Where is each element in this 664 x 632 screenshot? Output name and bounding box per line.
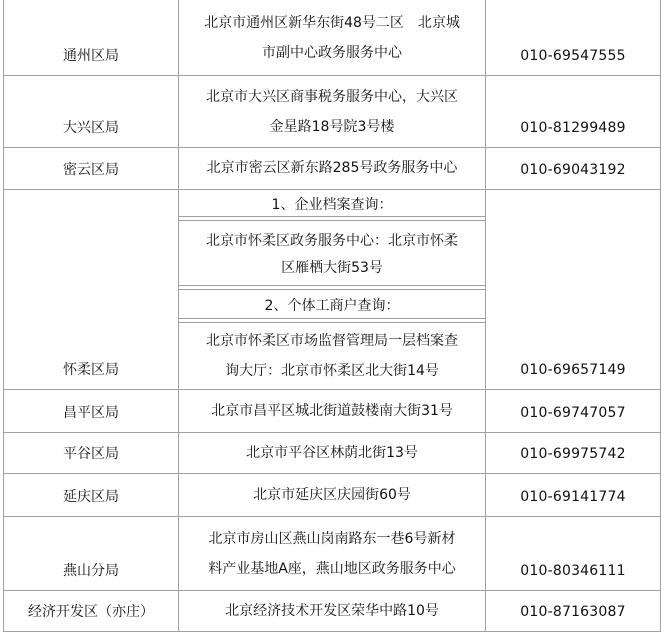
table-row	[4, 76, 660, 148]
district-cell: 大兴区局	[4, 76, 179, 148]
phone-cell: 010-87163087	[486, 591, 660, 632]
address-line: 料产业基地A座，燕山地区政务服务中心	[208, 560, 456, 577]
phone-cell: 010-69141774	[486, 474, 660, 517]
table-row	[4, 591, 660, 632]
address-line: 北京市怀柔区政务服务中心：北京市怀柔	[206, 233, 458, 249]
address-subcell	[179, 190, 486, 221]
phone-cell: 010-69043192	[486, 148, 660, 190]
address-line: 区雁栖大街53号	[281, 260, 383, 276]
address-cell	[179, 390, 486, 433]
address-cell	[179, 148, 486, 190]
address-line: 北京市昌平区城北街道鼓楼南大街31号	[211, 402, 453, 419]
phone-cell: 010-69747057	[486, 390, 660, 433]
address-cell	[179, 517, 486, 591]
district-cell: 昌平区局	[4, 390, 179, 433]
table-row	[4, 433, 660, 474]
address-line: 北京市延庆区庆园街60号	[253, 486, 411, 503]
phone-cell: 010-69975742	[486, 433, 660, 474]
address-line: 1、企业档案查询：	[271, 196, 393, 213]
address-line: 北京经济技术开发区荣华中路10号	[225, 602, 439, 619]
table-row	[4, 0, 660, 76]
address-cell	[179, 0, 486, 76]
address-cell	[179, 433, 486, 474]
district-cell: 通州区局	[4, 0, 179, 76]
district-cell: 密云区局	[4, 148, 179, 190]
district-cell: 经济开发区（亦庄）	[4, 591, 179, 632]
address-line: 市副中心政务服务中心	[262, 44, 402, 61]
address-subcell	[179, 221, 486, 290]
table-row	[4, 474, 660, 517]
district-cell: 燕山分局	[4, 517, 179, 591]
address-cell	[179, 76, 486, 148]
table-row	[4, 148, 660, 190]
address-cell	[179, 474, 486, 517]
address-line: 2、个体工商户查询：	[264, 297, 400, 314]
address-subcell	[179, 323, 486, 390]
address-line: 北京市房山区燕山岗南路东一巷6号新材	[208, 530, 456, 547]
table-row	[4, 390, 660, 433]
district-cell: 怀柔区局	[4, 190, 179, 390]
table-row	[4, 517, 660, 591]
phone-cell: 010-69547555	[486, 0, 660, 76]
district-cell: 平谷区局	[4, 433, 179, 474]
address-line: 北京市怀柔区市场监督管理局一层档案查	[206, 333, 458, 349]
address-subcell	[179, 290, 486, 323]
address-line: 北京市密云区新东路285号政务服务中心	[206, 160, 458, 176]
address-line: 金星路18号院3号楼	[269, 118, 395, 135]
archive-office-table	[3, 0, 661, 632]
phone-cell: 010-80346111	[486, 517, 660, 591]
phone-cell: 010-69657149	[486, 190, 660, 390]
table-row	[4, 190, 660, 221]
address-line: 询大厅：北京市怀柔区北大街14号	[225, 363, 439, 379]
address-line: 北京市通州区新华东街48号二区 北京城	[204, 14, 460, 31]
district-cell: 延庆区局	[4, 474, 179, 517]
address-line: 北京市平谷区林荫北街13号	[246, 444, 418, 461]
address-cell	[179, 591, 486, 632]
address-line: 北京市大兴区商事税务服务中心，大兴区	[206, 88, 458, 105]
phone-cell: 010-81299489	[486, 76, 660, 148]
